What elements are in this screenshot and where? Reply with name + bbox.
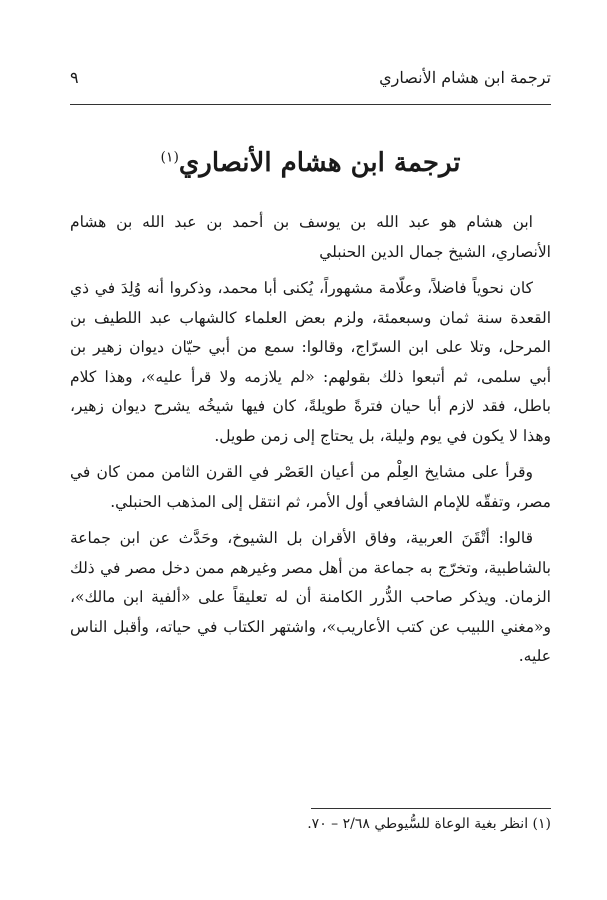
running-header <box>70 68 551 87</box>
running-title: ترجمة ابن هشام الأنصاري <box>379 68 551 87</box>
paragraph: وقرأ على مشايخ العِلْم من أعيان العَصْر في القرن الثامن ممن كان في مصر، وتفقّه للإمام الشافعي أول الأمر، ثم انتقل إلى المذهب الحنبلي. <box>70 463 551 511</box>
chapter-title <box>70 148 551 178</box>
header-rule <box>70 104 551 105</box>
footnote-rule <box>311 808 551 809</box>
paragraph: ابن هشام هو عبد الله بن يوسف بن أحمد بن عبد الله بن هشام الأنصاري، الشيخ جمال الدين الحنبلي <box>70 213 551 261</box>
page-number: ٩ <box>70 68 79 87</box>
chapter-title-text: ترجمة ابن هشام الأنصاري <box>178 148 461 178</box>
paragraph: قالوا: أتْقَنَ العربية، وفاق الأقران بل الشيوخ، وحَدَّث عن ابن جماعة بالشاطبية، وتخرّج به جماعة من أهل مصر وغيرهم ممن دخل مصر في ذلك الزمان. ويذكر صاحب الدُّرر الكامنة أن له تعليقاً على «ألفية ابن مالك»، و«مغني اللبيب عن كتب الأعاريب»، واشتهر الكتاب في حياته، وأقبل الناس عليه. <box>70 529 551 665</box>
footnote: (١) انظر بغية الوعاة للسُّيوطي ٢/٦٨ – ٧٠. <box>307 816 551 832</box>
paragraph: كان نحوياً فاضلاً، وعلّامة مشهوراً، يُكنى أبا محمد، وذكروا أنه وُلِدَ في ذي القعدة سنة ثمان وسبعمئة، ولزم بعض العلماء كالشهاب عبد اللطيف بن المرحل، وتلا على ابن السرّاج، وقالوا: سمع من أبي حيّان ديوان زهير بن أبي سلمى، ثم أتبعوا ذلك بقولهم: «لم يلازمه ولا قرأ عليه»، وهذا كلام باطل، فقد لازم أبا حيان فترةً طويلةً، كان فيها شيخُه يشرح ديوان زهير، وهذا لا يكون في يوم وليلة، بل يحتاج إلى زمن طويل. <box>70 279 551 445</box>
body-text <box>70 208 551 679</box>
title-footnote-marker: (١) <box>160 149 179 166</box>
